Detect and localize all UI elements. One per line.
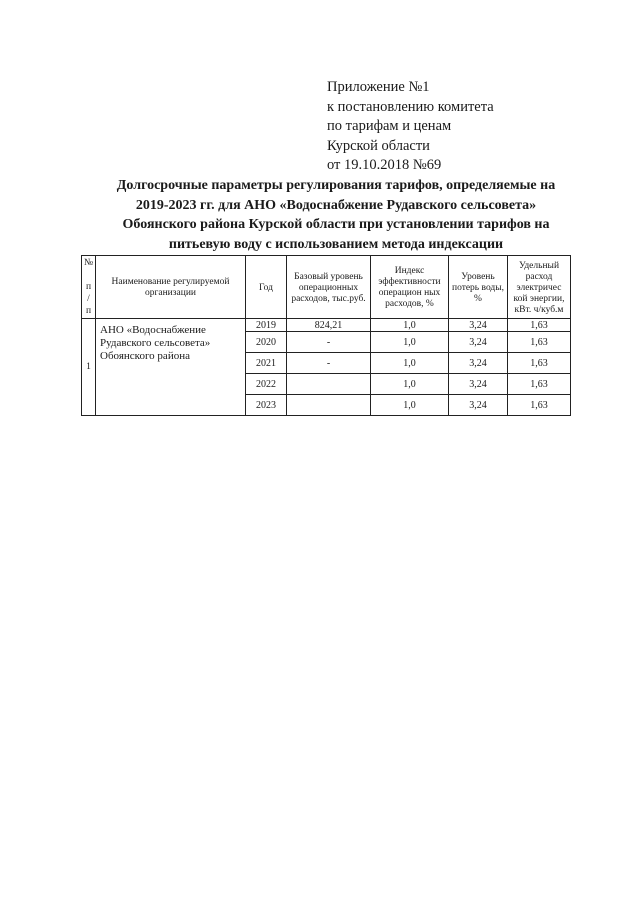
cell-efficiency: 1,0 [371,353,449,374]
tariff-parameters-table [81,255,571,416]
cell-base-costs: - [287,332,371,353]
cell-efficiency: 1,0 [371,332,449,353]
cell-losses: 3,24 [449,374,508,395]
table-row [82,319,571,332]
cell-losses: 3,24 [449,353,508,374]
cell-losses: 3,24 [449,319,508,332]
cell-efficiency: 1,0 [371,319,449,332]
header-efficiency-index: Индекс эффективности операцион ных расходов, % [371,256,449,319]
cell-year: 2022 [246,374,287,395]
header-number [82,256,96,319]
header-number-p2: п [85,306,92,316]
cell-energy: 1,63 [508,353,571,374]
annex-line: от 19.10.2018 №69 [327,157,442,173]
cell-energy: 1,63 [508,332,571,353]
annex-header [327,78,494,176]
cell-base-costs [287,374,371,395]
title-line: питьевую воду с использованием метода индексации [168,236,504,252]
organization-name: АНО «Водоснабжение Рудавского сельсовета» Обоянского района [96,319,246,416]
cell-energy: 1,63 [508,374,571,395]
annex-line: Курской области [327,137,430,154]
cell-energy: 1,63 [508,319,571,332]
cell-year: 2023 [246,395,287,416]
annex-line: Приложение №1 [327,79,430,95]
cell-losses: 3,24 [449,395,508,416]
title-line: Долгосрочные параметры регулирования тарифов, определяемые на [116,178,556,193]
cell-year: 2019 [246,319,287,332]
document-title [92,176,580,254]
cell-losses: 3,24 [449,332,508,353]
annex-line: по тарифам и ценам [327,118,452,134]
header-organization: Наименование регулируемой организации [96,256,246,319]
table-header-row [82,256,571,319]
title-line: Обоянского района Курской области при установлении тарифов на [122,217,550,232]
cell-year: 2020 [246,332,287,353]
header-year: Год [246,256,287,319]
cell-efficiency: 1,0 [371,374,449,395]
header-base-costs: Базовый уровень операционных расходов, тыс.руб. [287,256,371,319]
cell-energy: 1,63 [508,395,571,416]
annex-line: к постановлению комитета [327,98,494,115]
header-number-slash: / [87,294,90,304]
header-energy-consumption: Удельный расход электричес кой энергии, кВт. ч/куб.м [508,256,571,319]
header-number-p1: п [85,282,92,292]
cell-efficiency: 1,0 [371,395,449,416]
cell-base-costs: 824,21 [287,319,371,332]
cell-base-costs: - [287,353,371,374]
cell-year: 2021 [246,353,287,374]
header-number-sign: № [83,258,94,268]
cell-base-costs [287,395,371,416]
header-water-losses: Уровень потерь воды, % [449,256,508,319]
row-number: 1 [82,319,96,416]
title-line: 2019-2023 гг. для АНО «Водоснабжение Рудавского сельсовета» [135,197,537,213]
